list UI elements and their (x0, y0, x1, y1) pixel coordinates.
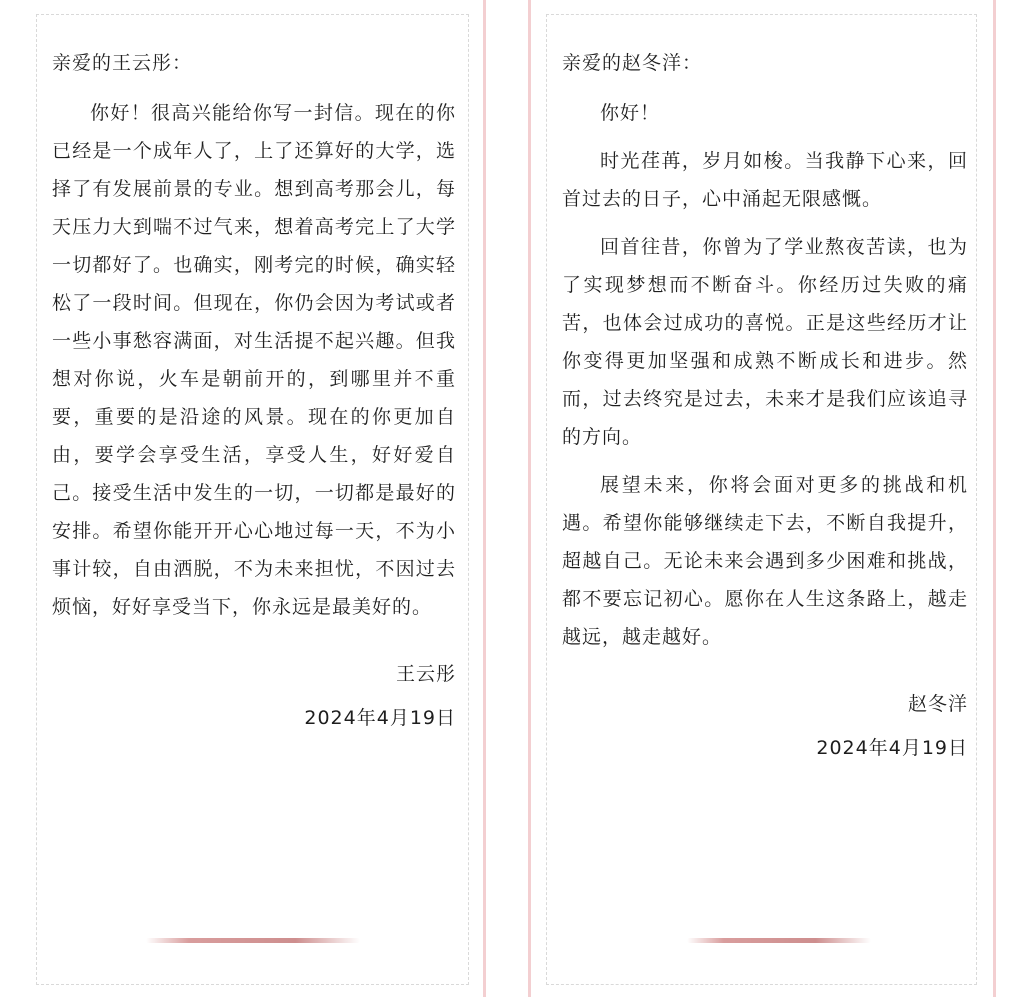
letter-date: 2024年4月19日 (816, 737, 968, 759)
letter-paper-right (528, 0, 996, 997)
letter-body (562, 40, 968, 770)
decorative-brush-stroke (687, 938, 871, 943)
letter-signature: 王云彤 (395, 663, 456, 685)
decorative-brush-stroke (146, 938, 360, 943)
letter-paragraph: 你好！ (600, 102, 661, 124)
letter-paragraph: 时光荏苒，岁月如梭。当我静下心来，回首过去的日子，心中涌起无限感慨。 (562, 150, 968, 210)
letter-greeting: 亲爱的赵冬洋： (562, 52, 703, 74)
letter-date: 2024年4月19日 (304, 707, 456, 729)
letter-paragraph: 你好！很高兴能给你写一封信。现在的你已经是一个成年人了，上了还算好的大学，选择了有发展前景的专业。想到高考那会儿，每天压力大到喘不过气来，想着高考完上了大学一切都好了。也确实，刚考完的时候，确实轻松了一段时间。但现在，你仍会因为考试或者一些小事愁容满面，对生活提不起兴趣。但我想对你说，火车是朝前开的，到哪里并不重要，重要的是沿途的风景。现在的你更加自由，要学会享受生活，享受人生，好好爱自己。接受生活中发生的一切，一切都是最好的安排。希望你能开开心心地过每一天，不为小事计较，自由洒脱，不为未来担忧，不因过去烦恼，好好享受当下，你永远是最美好的。 (52, 102, 456, 618)
letter-signature: 赵冬洋 (907, 693, 968, 715)
letter-greeting: 亲爱的王云彤： (52, 52, 193, 74)
letter-paper-left (0, 0, 486, 997)
letter-paragraph: 回首往昔，你曾为了学业熬夜苦读，也为了实现梦想而不断奋斗。你经历过失败的痛苦，也体会过成功的喜悦。正是这些经历才让你变得更加坚强和成熟不断成长和进步。然而，过去终究是过去，未来才是我们应该追寻的方向。 (562, 236, 968, 448)
letter-paragraph: 展望未来，你将会面对更多的挑战和机遇。希望你能够继续走下去，不断自我提升，超越自己。无论未来会遇到多少困难和挑战，都不要忘记初心。愿你在人生这条路上，越走越远，越走越好。 (562, 474, 968, 648)
letter-body (52, 40, 456, 740)
